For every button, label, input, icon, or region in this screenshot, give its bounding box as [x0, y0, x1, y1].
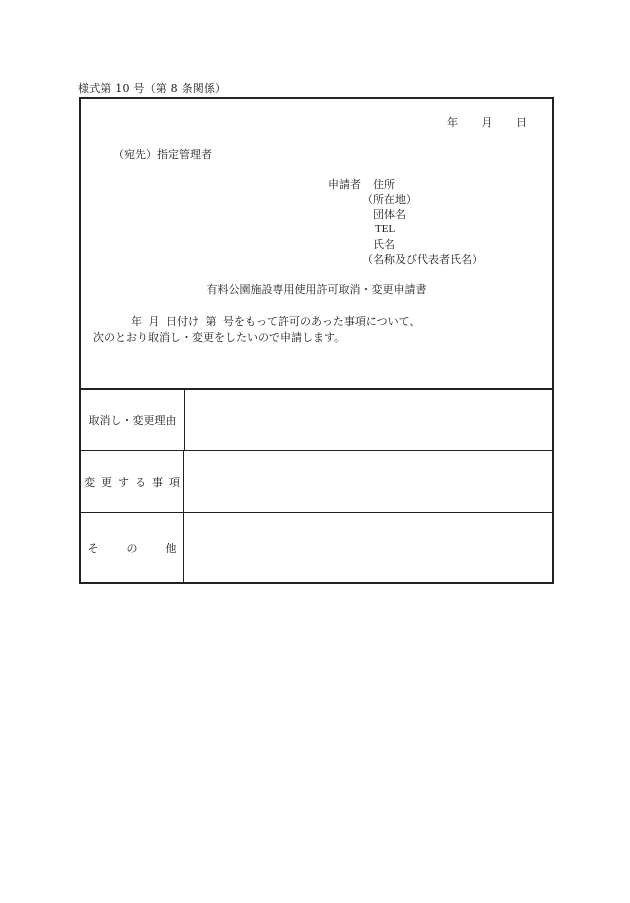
table-row	[81, 388, 552, 450]
other-field[interactable]	[185, 513, 552, 583]
tel-label: TEL	[375, 223, 396, 235]
applicant-label: 申請者	[328, 178, 361, 191]
items-to-change-field[interactable]	[185, 451, 552, 512]
table-row	[81, 450, 552, 512]
cancel-change-reason-label: 取消し・変更理由	[81, 390, 185, 450]
representative-label: （名称及び代表者氏名）	[362, 253, 483, 266]
address-label: 住所	[373, 178, 395, 191]
addressee: （宛先）指定管理者	[113, 148, 212, 161]
form-number: 様式第 10 号（第 8 条関係）	[78, 82, 227, 95]
body-text-line-2: 次のとおり取消し・変更をしたいので申請します。	[93, 331, 346, 344]
table-row	[81, 512, 552, 583]
items-to-change-label: 変更する事項	[81, 451, 184, 512]
location-label: （所在地）	[362, 193, 417, 206]
form-header-section	[81, 99, 552, 388]
document-title: 有料公園施設専用使用許可取消・変更申請書	[206, 283, 427, 296]
cancel-change-reason-field[interactable]	[185, 390, 552, 450]
group-name-label: 団体名	[373, 208, 406, 221]
date-line: 年 月 日	[447, 116, 527, 129]
other-label: その他	[81, 513, 184, 583]
application-form	[79, 97, 554, 584]
body-text-line-1: 年 月 日付け 第 号をもって許可のあった事項について、	[131, 315, 421, 328]
name-label: 氏名	[373, 238, 395, 251]
